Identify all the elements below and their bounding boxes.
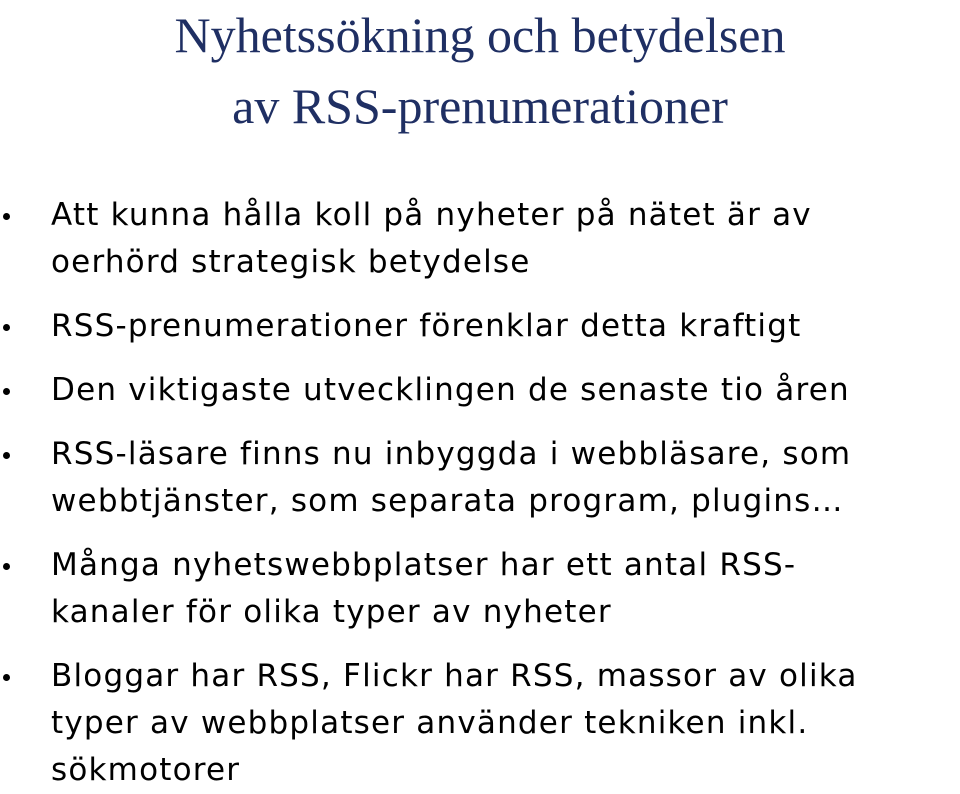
bullet-text-line: kanaler för olika typer av nyheter	[51, 594, 612, 630]
bullet-dot-icon	[3, 388, 10, 395]
bullet-item	[0, 303, 960, 350]
bullet-text-line: RSS-prenumerationer förenklar detta kraftigt	[51, 308, 802, 344]
bullet-text-line: Bloggar har RSS, Flickr har RSS, massor av olika	[51, 658, 858, 694]
bullet-text-line: webbtjänster, som separata program, plugins…	[51, 483, 844, 519]
bullet-item	[0, 192, 960, 286]
bullet-dot-icon	[3, 674, 10, 681]
bullet-text-line: Att kunna hålla koll på nyheter på nätet är av	[51, 197, 812, 233]
bullet-text-line: sökmotorer	[51, 752, 241, 788]
slide-title	[0, 0, 960, 142]
bullet-item	[0, 367, 960, 414]
bullet-item	[0, 542, 960, 636]
bullet-text-line: oerhörd strategisk betydelse	[51, 244, 531, 280]
bullet-dot-icon	[3, 324, 10, 331]
bullet-dot-icon	[3, 213, 10, 220]
bullet-item	[0, 653, 960, 794]
slide-title-line-2: av RSS-prenumerationer	[232, 78, 728, 134]
bullet-text-line: Många nyhetswebbplatser har ett antal RSS-	[51, 547, 797, 583]
bullet-text-line: typer av webbplatser använder tekniken inkl.	[51, 705, 809, 741]
slide-title-line-1: Nyhetssökning och betydelsen	[174, 7, 786, 63]
bullet-list	[0, 192, 960, 794]
bullet-item	[0, 431, 960, 525]
bullet-text-line: RSS-läsare finns nu inbyggda i webbläsare, som	[51, 436, 852, 472]
bullet-text-line: Den viktigaste utvecklingen de senaste tio åren	[51, 372, 850, 408]
bullet-dot-icon	[3, 563, 10, 570]
bullet-dot-icon	[3, 452, 10, 459]
